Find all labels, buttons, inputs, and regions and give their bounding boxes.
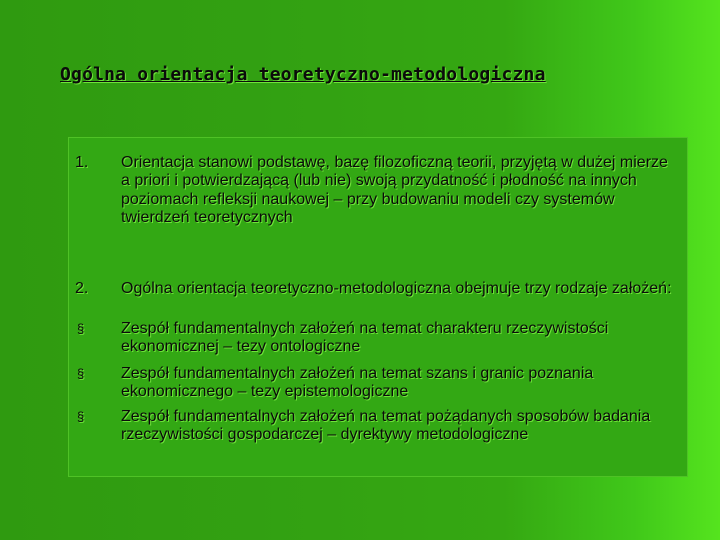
bullet-marker: §	[77, 321, 85, 336]
slide-title: Ogólna orientacja teoretyczno-metodologiczna	[60, 64, 546, 85]
list-item-text: Ogólna orientacja teoretyczno-metodologiczna obejmuje trzy rodzaje założeń:	[121, 280, 672, 297]
list-marker: 1.	[75, 154, 89, 171]
list-item-text: Zespół fundamentalnych założeń na temat szans i granic poznania ekonomicznego – tezy epistemologiczne	[121, 365, 594, 401]
list-item-text: Zespół fundamentalnych założeń na temat charakteru rzeczywistości ekonomicznej – tezy ontologiczne	[121, 320, 609, 356]
bullet-marker: §	[77, 409, 85, 424]
list-marker: 2.	[75, 280, 89, 297]
content-box	[68, 137, 688, 477]
list-item-text: Zespół fundamentalnych założeń na temat pożądanych sposobów badania rzeczywistości gospodarczej – dyrektywy metodologiczne	[121, 408, 651, 444]
bullet-marker: §	[77, 366, 85, 381]
list-item-text: Orientacja stanowi podstawę, bazę filozoficzną teorii, przyjętą w dużej mierze a priori i potwierdzającą (lub nie) swoją przydatność i płodność na innych poziomach refleksji naukowej – przy budowaniu modeli czy systemów twierdzeń teoretycznych	[121, 154, 668, 227]
